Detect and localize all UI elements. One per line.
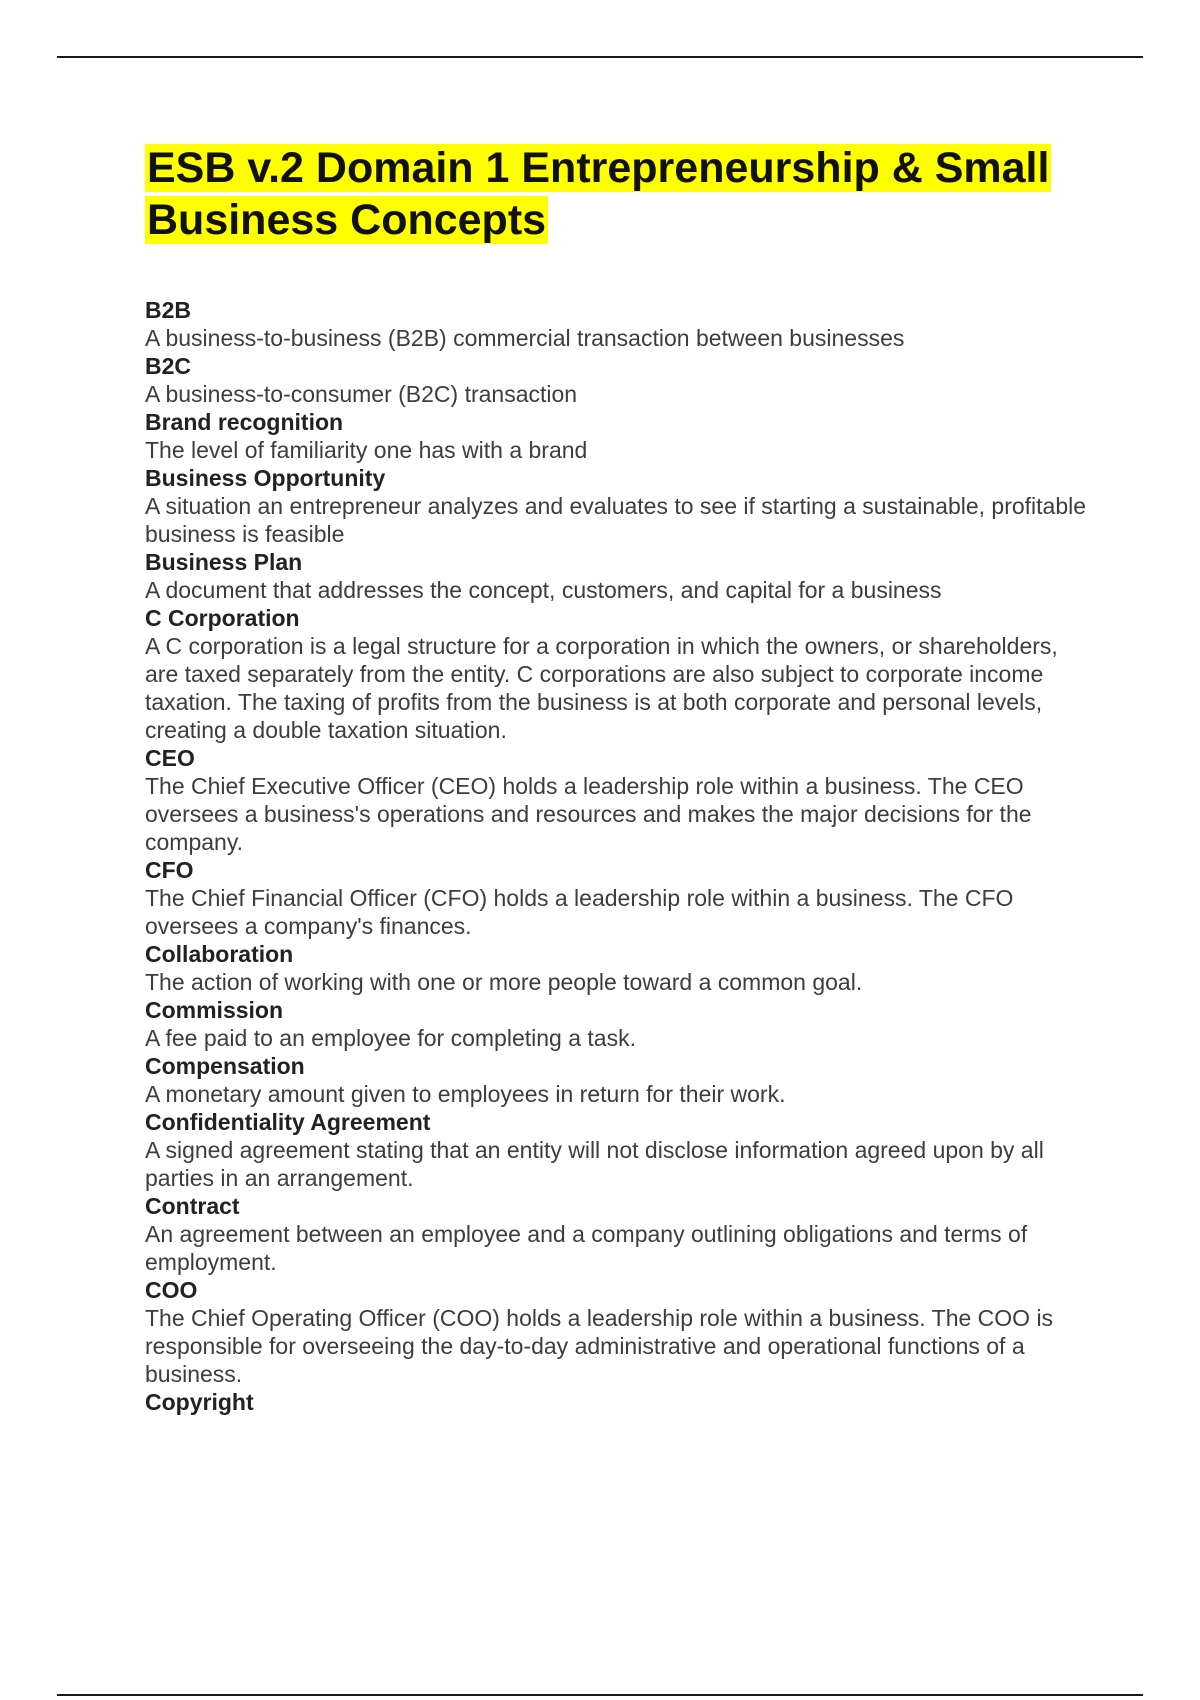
glossary-term: B2B	[145, 297, 192, 323]
glossary-term: Brand recognition	[145, 409, 344, 435]
glossary-entry	[145, 464, 1090, 548]
glossary-entry	[145, 296, 1090, 352]
document-title-text: ESB v.2 Domain 1 Entrepreneurship & Small Business Concepts	[147, 144, 1050, 244]
glossary-term: B2C	[145, 353, 192, 379]
glossary-entry	[145, 744, 1090, 856]
glossary-term: CFO	[145, 857, 194, 883]
glossary-entry	[145, 1108, 1090, 1192]
glossary-entry	[145, 1192, 1090, 1276]
glossary-definition: The Chief Financial Officer (CFO) holds a leadership role within a business. The CFO oversees a company's finances.	[145, 885, 1014, 939]
glossary-definition: A signed agreement stating that an entity will not disclose information agreed upon by all parties in an arrangement.	[145, 1137, 1044, 1191]
glossary-entry	[145, 408, 1090, 464]
glossary-definition: The Chief Executive Officer (CEO) holds a leadership role within a business. The CEO oversees a business's operations and resources and makes the major decisions for the company.	[145, 773, 1032, 855]
glossary-term: Collaboration	[145, 941, 294, 967]
glossary-definition: The action of working with one or more people toward a common goal.	[145, 969, 863, 995]
glossary-entry	[145, 1052, 1090, 1108]
glossary-definition: A fee paid to an employee for completing a task.	[145, 1025, 636, 1051]
glossary-list	[145, 296, 1090, 1416]
glossary-term: CEO	[145, 745, 195, 771]
glossary-definition: A situation an entrepreneur analyzes and evaluates to see if starting a sustainable, profitable business is feasible	[145, 493, 1087, 547]
glossary-term: Commission	[145, 997, 284, 1023]
glossary-term: Business Opportunity	[145, 465, 386, 491]
glossary-definition: The level of familiarity one has with a brand	[145, 437, 588, 463]
glossary-entry	[145, 996, 1090, 1052]
glossary-entry	[145, 548, 1090, 604]
glossary-definition: A C corporation is a legal structure for a corporation in which the owners, or shareholders, are taxed separately from the entity. C corporations are also subject to corporate income taxation. The taxing of profits from the business is at both corporate and personal levels, creating a double taxation situation.	[145, 633, 1058, 743]
glossary-term: Contract	[145, 1193, 240, 1219]
glossary-term: Business Plan	[145, 549, 303, 575]
top-divider	[57, 56, 1143, 58]
glossary-entry	[145, 352, 1090, 408]
glossary-definition: A monetary amount given to employees in return for their work.	[145, 1081, 786, 1107]
glossary-entry	[145, 940, 1090, 996]
glossary-term: Compensation	[145, 1053, 305, 1079]
glossary-definition: A business-to-business (B2B) commercial transaction between businesses	[145, 325, 905, 351]
glossary-entry	[145, 1388, 1090, 1416]
glossary-entry	[145, 856, 1090, 940]
glossary-term: C Corporation	[145, 605, 300, 631]
glossary-definition: A document that addresses the concept, customers, and capital for a business	[145, 577, 942, 603]
document-title	[145, 142, 1085, 246]
glossary-term: Copyright	[145, 1389, 254, 1415]
glossary-definition: A business-to-consumer (B2C) transaction	[145, 381, 578, 407]
bottom-divider	[57, 1694, 1143, 1696]
glossary-entry	[145, 1276, 1090, 1388]
glossary-term: Confidentiality Agreement	[145, 1109, 431, 1135]
glossary-entry	[145, 604, 1090, 744]
glossary-definition: An agreement between an employee and a company outlining obligations and terms of employment.	[145, 1221, 1028, 1275]
glossary-definition: The Chief Operating Officer (COO) holds a leadership role within a business. The COO is responsible for overseeing the day-to-day administrative and operational functions of a business.	[145, 1305, 1054, 1387]
glossary-term: COO	[145, 1277, 198, 1303]
